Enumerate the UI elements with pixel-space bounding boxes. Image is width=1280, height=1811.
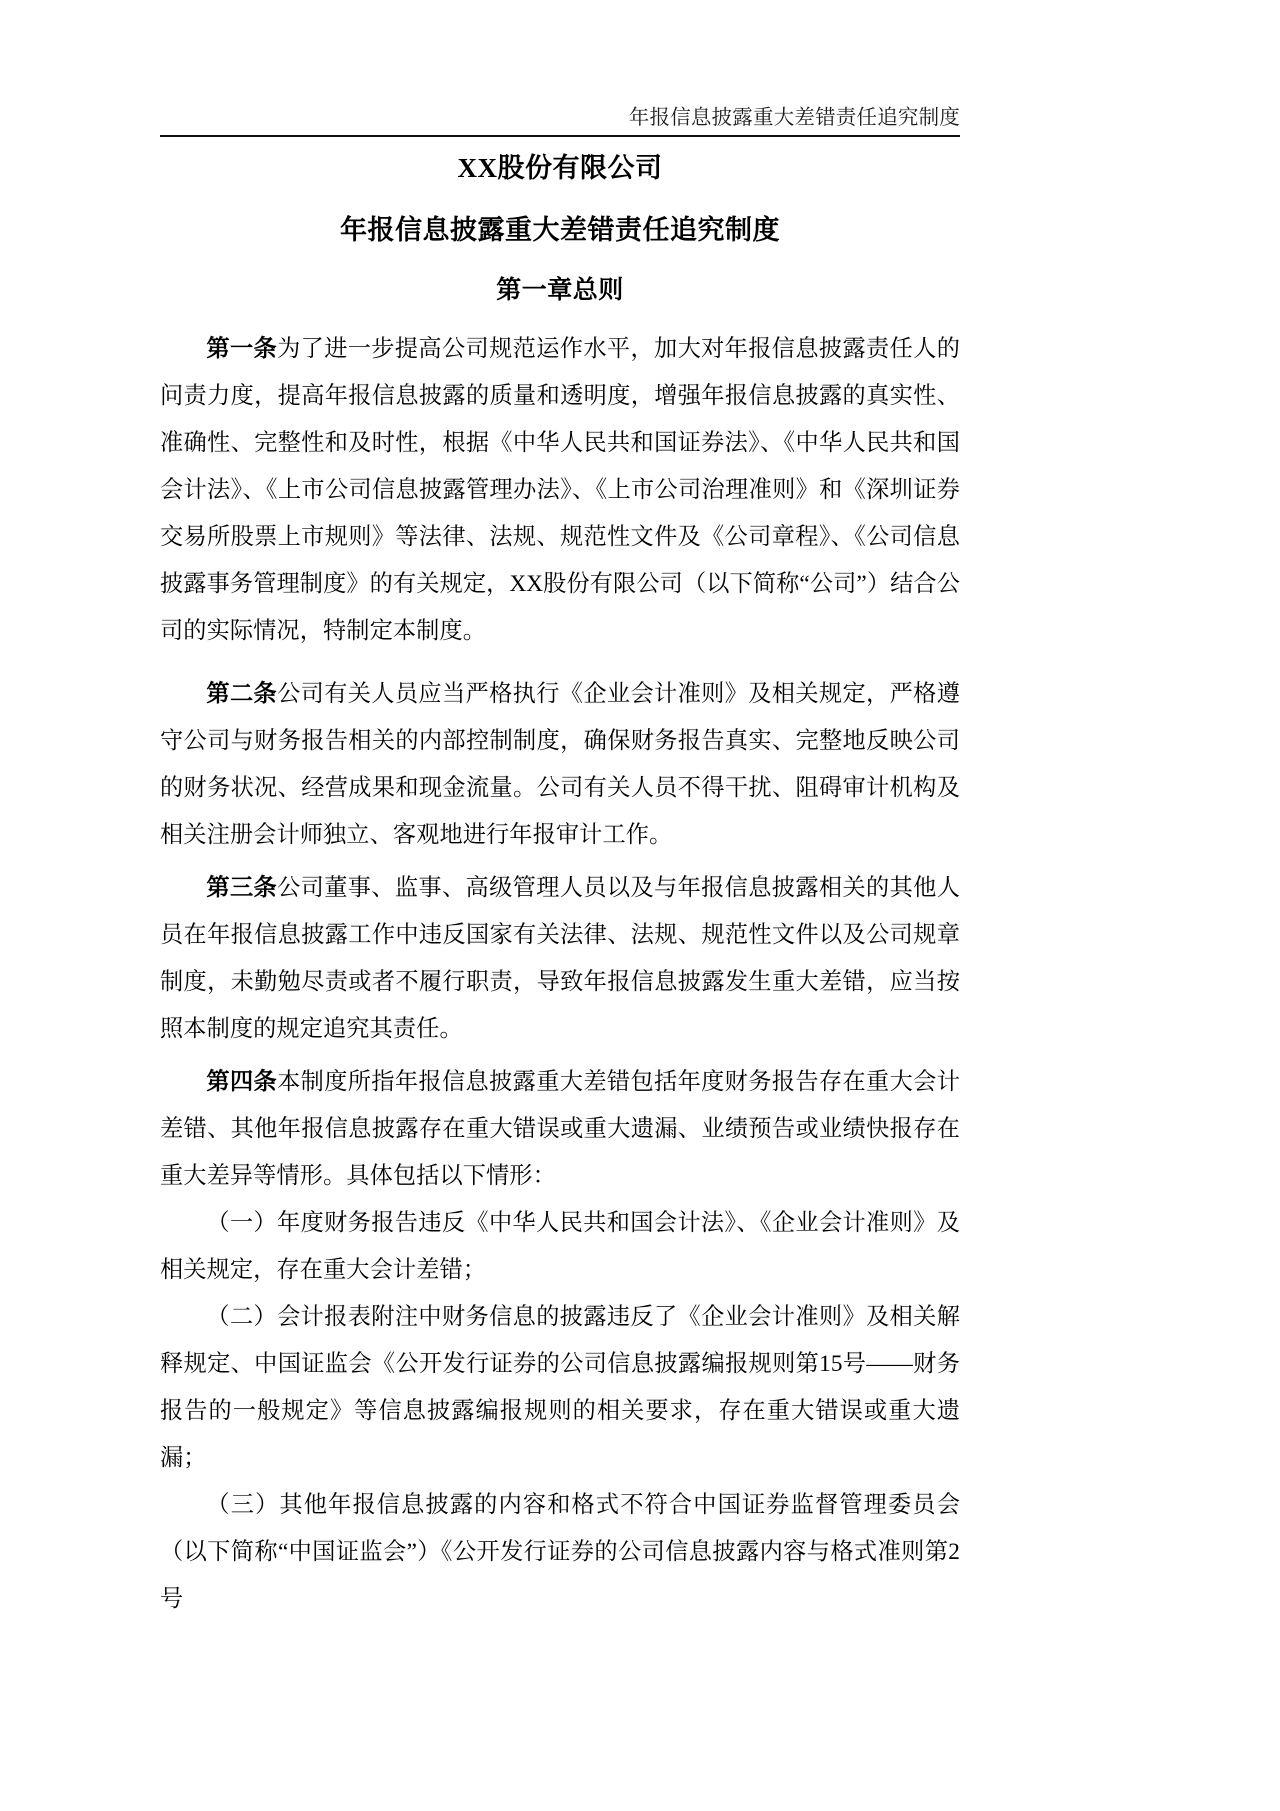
- article-label-1: 第一条: [206, 336, 278, 362]
- subitem-1: （一）年度财务报告违反《中华人民共和国会计法》、《企业会计准则》及相关规定，存在重大会计差错；: [160, 1210, 960, 1283]
- subitem-3: （三）其他年报信息披露的内容和格式不符合中国证券监督管理委员会（以下简称“中国证监会”）《公开发行证券的公司信息披露内容与格式准则第2号: [160, 1492, 960, 1612]
- article-text-4: 本制度所指年报信息披露重大差错包括年度财务报告存在重大会计差错、其他年报信息披露存在重大错误或重大遗漏、业绩预告或业绩快报存在重大差异等情形。具体包括以下情形：: [160, 1069, 960, 1189]
- article-label-3: 第三条: [206, 875, 278, 901]
- article-text-1: 为了进一步提高公司规范运作水平，加大对年报信息披露责任人的问责力度，提高年报信息披露的质量和透明度，增强年报信息披露的真实性、准确性、完整性和及时性，根据《中华人民共和国证券法》、《中华人民共和国会计法》、《上市公司信息披露管理办法》、《上市公司治理准则》和《深圳证券交易所股票上市规则》等法律、法规、规范性文件及《公司章程》、《公司信息披露事务管理制度》的有关规定，XX股份有限公司（以下简称“公司”）结合公司的实际情况，特制定本制度。: [160, 336, 960, 644]
- subitem-2: （二）会计报表附注中财务信息的披露违反了《企业会计准则》及相关解释规定、中国证监会《公开发行证券的公司信息披露编报规则第15号——财务报告的一般规定》等信息披露编报规则的相关要求，存在重大错误或重大遗漏；: [160, 1304, 960, 1471]
- article-paragraph-4: [160, 1059, 960, 1200]
- header-divider: [160, 135, 960, 137]
- document-body: [160, 140, 960, 1623]
- document-main-title: 年报信息披露重大差错责任追究制度: [340, 215, 780, 245]
- chapter-heading-one: 第一章总则: [496, 277, 624, 304]
- running-header-title: 年报信息披露重大差错责任追究制度: [628, 107, 960, 129]
- article-paragraph-1: [160, 326, 960, 655]
- article-text-2: 公司有关人员应当严格执行《企业会计准则》及相关规定，严格遵守公司与财务报告相关的内部控制制度，确保财务报告真实、完整地反映公司的财务状况、经营成果和现金流量。公司有关人员不得干扰、阻碍审计机构及相关注册会计师独立、客观地进行年报审计工作。: [160, 681, 960, 848]
- page-header: [160, 104, 960, 145]
- article-text-3: 公司董事、监事、高级管理人员以及与年报信息披露相关的其他人员在年报信息披露工作中违反国家有关法律、法规、规范性文件以及公司规章制度，未勤勉尽责或者不履行职责，导致年报信息披露发生重大差错，应当按照本制度的规定追究其责任。: [160, 875, 960, 1042]
- article-paragraph-2: [160, 671, 960, 859]
- article-label-2: 第二条: [206, 681, 278, 707]
- company-name-title: XX股份有限公司: [457, 153, 663, 183]
- article-paragraph-3: [160, 865, 960, 1053]
- article-label-4: 第四条: [206, 1069, 278, 1095]
